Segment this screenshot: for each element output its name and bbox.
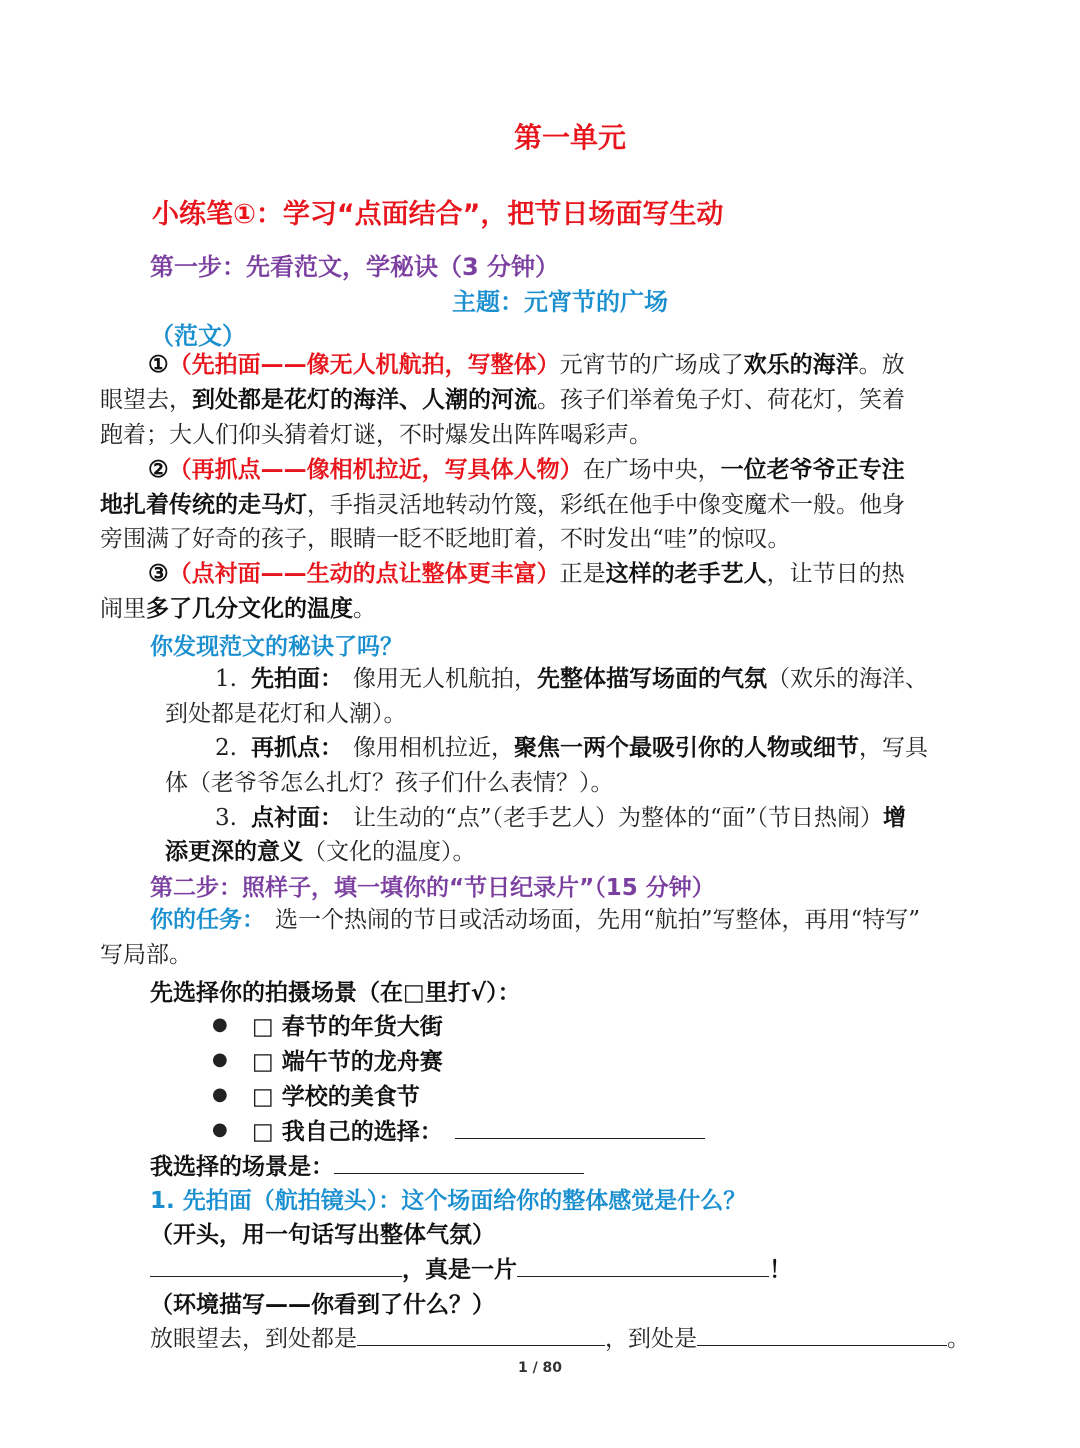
atmosphere-blank-1[interactable] — [150, 1252, 402, 1277]
model-paragraph-3-line-1 — [100, 557, 982, 591]
choose-scene-prompt: 先选择你的拍摄场景（在□里打√）： — [150, 980, 521, 1006]
tip-3-bold: 增 — [883, 805, 906, 831]
tip-3-title: 点衬面： — [250, 805, 343, 831]
bullet-icon: ● — [212, 1049, 228, 1070]
scene-option-4[interactable] — [252, 1113, 705, 1146]
paragraph-1-text-end: 。放 — [858, 352, 905, 378]
custom-scene-blank[interactable] — [455, 1114, 705, 1139]
step1-theme: 主题：元宵节的广场 — [452, 288, 668, 316]
paragraph-2-bold: 一位老爷爷正专注 — [720, 457, 905, 483]
tip-3-text: 让生动的“点”（老手艺人）为整体的“面”（节日热闹） — [352, 805, 883, 831]
model-paragraph-1-line-1 — [100, 348, 982, 382]
atmosphere-fill-mid: ，真是一片 — [402, 1257, 517, 1283]
tip-2-text: 像用相机拉近， — [352, 735, 514, 761]
environment-text-2: ，到处是 — [605, 1326, 697, 1352]
unit-title: 第一单元 — [513, 121, 626, 154]
paragraph-1-bold: 欢乐的海洋 — [743, 352, 859, 378]
paragraph-1-line-2-text-end: 。孩子们举着兔子灯、荷花灯，笑着 — [537, 387, 905, 413]
atmosphere-fill-line — [150, 1251, 792, 1284]
paragraph-2-line-2-bold: 地扎着传统的走马灯 — [100, 492, 307, 518]
model-paragraph-1-line-3: 跑着；大人们仰头猜着灯谜，不时爆发出阵阵喝彩声。 — [100, 422, 652, 448]
tip-1-line-2: 到处都是花灯和人潮）。 — [165, 701, 407, 727]
tip-2-line-2: 体（老爷爷怎么扎灯？孩子们什么表情？）。 — [165, 770, 614, 796]
tip-3-line-2 — [165, 835, 1047, 869]
tip-3-number: 3. — [215, 805, 237, 831]
question-1: 1. 先拍面（航拍镜头）：这个场面给你的整体感觉是什么？ — [150, 1188, 747, 1214]
chosen-scene-line — [150, 1148, 584, 1181]
paragraph-1-tag: （先拍面——像无人机航拍，写整体） — [168, 352, 560, 378]
paragraph-3-text: 正是 — [559, 561, 606, 587]
bullet-icon: ● — [212, 1014, 228, 1035]
tip-2-number: 2. — [215, 735, 237, 761]
secret-question: 你发现范文的秘诀了吗？ — [150, 634, 403, 660]
tip-1-line-1 — [165, 662, 1047, 696]
tip-3-line-2-text: （文化的温度）。 — [303, 839, 476, 865]
tip-2-text-end: ，写具 — [858, 735, 928, 761]
model-essay-label: （范文） — [150, 322, 246, 350]
tip-1-title: 先拍面： — [250, 666, 343, 692]
scene-option-2[interactable]: □ 端午节的龙舟赛 — [252, 1049, 443, 1075]
scene-option-4-label: □ 我自己的选择： — [252, 1119, 443, 1145]
tip-2-line-1 — [165, 731, 1047, 765]
tip-1-bold: 先整体描写场面的气氛 — [536, 666, 767, 692]
model-paragraph-1-line-2 — [100, 383, 982, 417]
environment-blank-2[interactable] — [697, 1321, 947, 1346]
paragraph-1-text: 元宵节的广场成了 — [559, 352, 744, 378]
task-line-1 — [100, 903, 982, 937]
paragraph-3-bold: 这样的老手艺人 — [605, 561, 767, 587]
environment-blank-1[interactable] — [357, 1321, 605, 1346]
tip-3-line-2-bold: 添更深的意义 — [165, 839, 303, 865]
environment-hint: （环境描写——你看到了什么？） — [150, 1292, 495, 1318]
tip-1-text-end: （欢乐的海洋、 — [766, 666, 928, 692]
paragraph-3-text-end: ，让节日的热 — [766, 561, 905, 587]
tip-2-bold: 聚焦一两个最吸引你的人物或细节 — [513, 735, 859, 761]
question-1-hint: （开头，用一句话写出整体气氛） — [150, 1222, 495, 1248]
exercise-title: 小练笔①：学习“点面结合”，把节日场面写生动 — [152, 199, 724, 230]
atmosphere-blank-2[interactable] — [517, 1252, 769, 1277]
scene-option-3[interactable]: □ 学校的美食节 — [252, 1084, 420, 1110]
tip-1-number: 1. — [215, 666, 237, 692]
model-paragraph-3-line-2 — [100, 592, 982, 626]
paragraph-1-line-2-text: 眼望去， — [100, 387, 192, 413]
paragraph-1-line-2-bold: 到处都是花灯的海洋、人潮的河流 — [192, 387, 537, 413]
paragraph-3-number: ③ — [148, 560, 169, 587]
model-paragraph-2-line-1 — [100, 453, 982, 487]
tip-3-line-1 — [165, 801, 1047, 835]
model-paragraph-2-line-2 — [100, 488, 982, 522]
bullet-icon: ● — [212, 1119, 228, 1140]
paragraph-3-line-2-bold: 多了几分文化的温度 — [146, 596, 353, 622]
environment-fill-line — [150, 1320, 970, 1353]
paragraph-2-number: ② — [148, 456, 169, 483]
step2-heading: 第二步：照样子，填一填你的“节日纪录片”（15 分钟） — [150, 875, 715, 901]
paragraph-2-text: 在广场中央， — [582, 457, 721, 483]
chosen-scene-blank[interactable] — [334, 1149, 584, 1174]
page-number: 1 / 80 — [517, 1360, 563, 1376]
paragraph-2-line-2-text: ，手指灵活地转动竹篾，彩纸在他手中像变魔术一般。他身 — [307, 492, 905, 518]
environment-text-1: 放眼望去，到处都是 — [150, 1326, 357, 1352]
paragraph-2-tag: （再抓点——像相机拉近，写具体人物） — [168, 457, 583, 483]
atmosphere-fill-end: ！ — [769, 1257, 792, 1283]
chosen-scene-label: 我选择的场景是： — [150, 1154, 334, 1180]
bullet-icon: ● — [212, 1084, 228, 1105]
tip-1-text: 像用无人机航拍， — [352, 666, 537, 692]
paragraph-3-line-2-end: 。 — [353, 596, 376, 622]
tip-2-title: 再抓点： — [250, 735, 343, 761]
scene-option-1[interactable]: □ 春节的年货大街 — [252, 1014, 443, 1040]
environment-text-3: 。 — [947, 1326, 970, 1352]
paragraph-3-tag: （点衬面——生动的点让整体更丰富） — [168, 561, 560, 587]
task-text: 选一个热闹的节日或活动场面，先用“航拍”写整体，再用“特写” — [275, 907, 921, 933]
model-paragraph-2-line-3: 旁围满了好奇的孩子，眼睛一眨不眨地盯着，不时发出“哇”的惊叹。 — [100, 526, 791, 552]
paragraph-3-line-2-text: 闹里 — [100, 596, 146, 622]
paragraph-1-number: ① — [148, 351, 169, 378]
task-label: 你的任务： — [150, 907, 265, 933]
step1-heading: 第一步：先看范文，学秘诀（3 分钟） — [150, 253, 560, 281]
task-line-2: 写局部。 — [100, 942, 192, 968]
